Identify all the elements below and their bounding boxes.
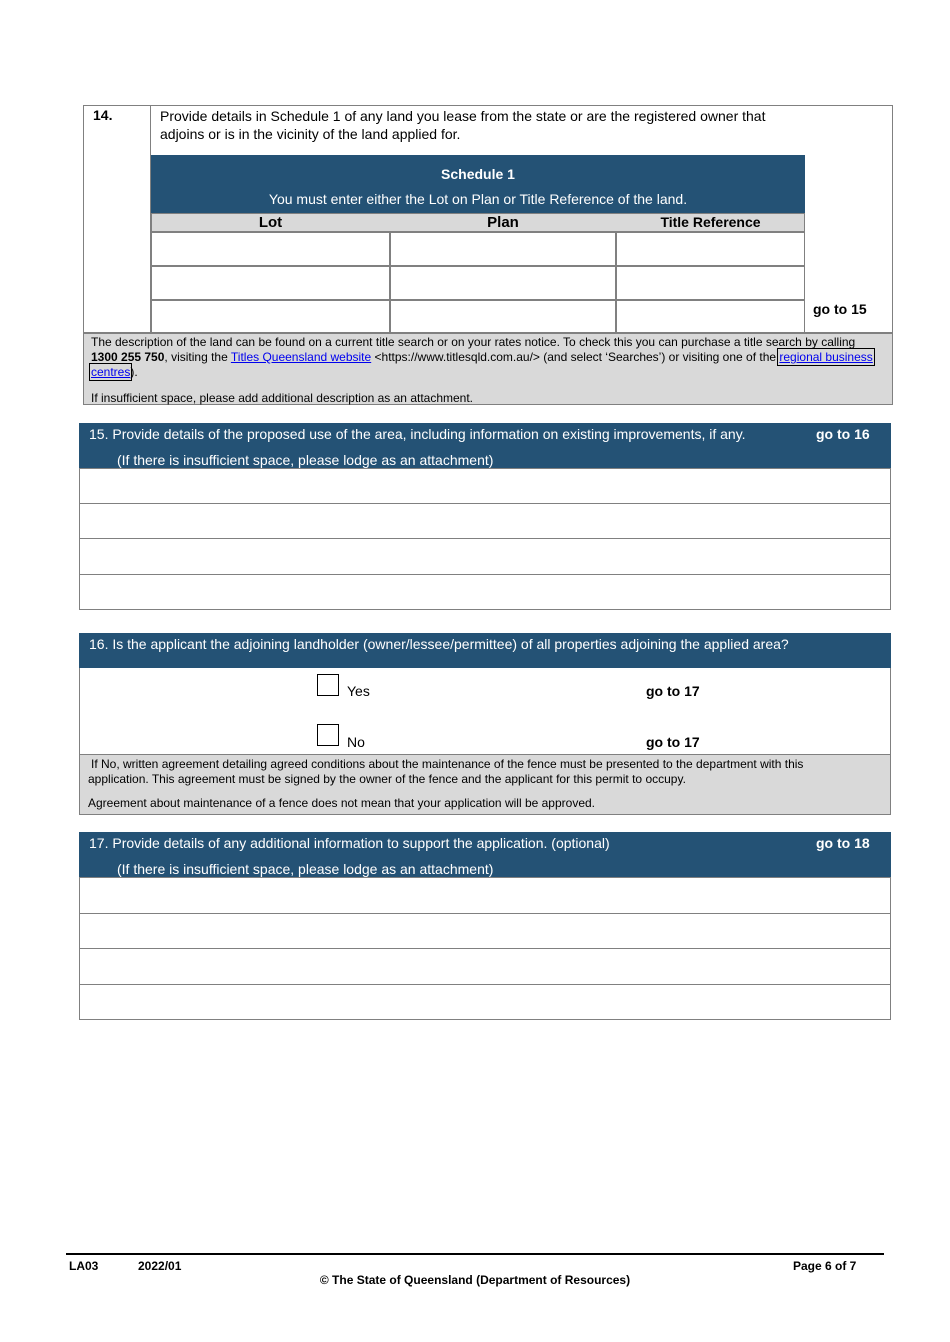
q16-options bbox=[79, 668, 891, 755]
q15-input-line-2[interactable] bbox=[79, 503, 891, 539]
q14-number: 14. bbox=[93, 107, 113, 123]
column-header-lot: Lot bbox=[258, 214, 283, 231]
plan-input-row-1[interactable] bbox=[390, 232, 616, 266]
footer-rule bbox=[66, 1253, 884, 1255]
q15-input-line-3[interactable] bbox=[79, 538, 891, 575]
q15-question-text: 15. Provide details of the proposed use of the area, including information on existing improvements, if any. bbox=[89, 426, 746, 442]
q15-goto: go to 16 bbox=[816, 426, 870, 442]
schedule-1-header bbox=[151, 155, 805, 213]
no-goto: go to 17 bbox=[646, 734, 700, 750]
schedule-1-title: Schedule 1 bbox=[441, 166, 515, 182]
footer-form-code: LA03 bbox=[69, 1259, 99, 1273]
q17-input-line-4[interactable] bbox=[79, 984, 891, 1020]
column-header-title-reference: Title Reference bbox=[660, 214, 761, 230]
q17-header bbox=[79, 832, 891, 878]
q17-input-line-2[interactable] bbox=[79, 913, 891, 949]
q17-subtext: (If there is insufficient space, please lodge as an attachment) bbox=[117, 861, 494, 877]
q17-question-text: 17. Provide details of any additional information to support the application. (optional) bbox=[89, 835, 610, 851]
lot-input-row-1[interactable] bbox=[151, 232, 390, 266]
q16-note-approval: Agreement about maintenance of a fence does not mean that your application will be approved. bbox=[88, 796, 595, 810]
schedule-1-table bbox=[151, 213, 805, 333]
q14-note-insufficient: If insufficient space, please add additional description as an attachment. bbox=[91, 391, 474, 405]
lot-input-row-3[interactable] bbox=[151, 300, 390, 333]
yes-goto: go to 17 bbox=[646, 683, 700, 699]
footer-copyright: © The State of Queensland (Department of Resources) bbox=[319, 1273, 631, 1287]
q14-note bbox=[83, 333, 893, 405]
title-reference-input-row-3[interactable] bbox=[616, 300, 805, 333]
q17-input-line-3[interactable] bbox=[79, 948, 891, 985]
q14-question-text: Provide details in Schedule 1 of any land you lease from the state or are the registered owner that adjoins or is in the vicinity of the land applied for. bbox=[160, 108, 766, 142]
q14-note-description: The description of the land can be found on a current title search or on your rates notice. To check this you can purchase a title search by calling 1300 255 750, visiting the Titles Queensland website <https://www.titlesqld.com.au/> (and select ‘Searches’) or visiting one of the regional business centres). bbox=[91, 335, 873, 379]
footer-version: 2022/01 bbox=[138, 1259, 182, 1273]
plan-input-row-2[interactable] bbox=[390, 266, 616, 300]
phone-number: 1300 255 750 bbox=[91, 350, 165, 364]
titles-queensland-link[interactable]: Titles Queensland website bbox=[230, 350, 372, 364]
title-reference-input-row-2[interactable] bbox=[616, 266, 805, 300]
q16-note-agreement: If No, written agreement detailing agreed conditions about the maintenance of the fence must be presented to the department with this application. This agreement must be signed by the owner of the fence and the applicant for this permit to occupy. bbox=[88, 757, 804, 786]
no-checkbox[interactable] bbox=[317, 724, 339, 746]
lot-input-row-2[interactable] bbox=[151, 266, 390, 300]
q16-note bbox=[79, 754, 891, 815]
q15-input-line-4[interactable] bbox=[79, 574, 891, 610]
schedule-1-subtitle: You must enter either the Lot on Plan or Title Reference of the land. bbox=[268, 191, 688, 207]
q14-goto: go to 15 bbox=[813, 301, 867, 317]
regional-business-centres-link[interactable]: regional business centres bbox=[91, 350, 873, 379]
yes-checkbox[interactable] bbox=[317, 674, 339, 696]
q15-input-line-1[interactable] bbox=[79, 468, 891, 504]
q15-subtext: (If there is insufficient space, please lodge as an attachment) bbox=[117, 452, 494, 468]
q17-goto: go to 18 bbox=[816, 835, 870, 851]
q16-question-text: 16. Is the applicant the adjoining landholder (owner/lessee/permittee) of all properties adjoining the applied area? bbox=[89, 636, 789, 652]
no-label: No bbox=[347, 734, 365, 750]
yes-label: Yes bbox=[347, 683, 370, 699]
q16-header bbox=[79, 633, 891, 668]
title-reference-input-row-1[interactable] bbox=[616, 232, 805, 266]
footer-page-number: Page 6 of 7 bbox=[793, 1259, 857, 1273]
q15-header bbox=[79, 423, 891, 468]
column-header-plan: Plan bbox=[487, 214, 519, 231]
plan-input-row-3[interactable] bbox=[390, 300, 616, 333]
q17-input-line-1[interactable] bbox=[79, 877, 891, 914]
